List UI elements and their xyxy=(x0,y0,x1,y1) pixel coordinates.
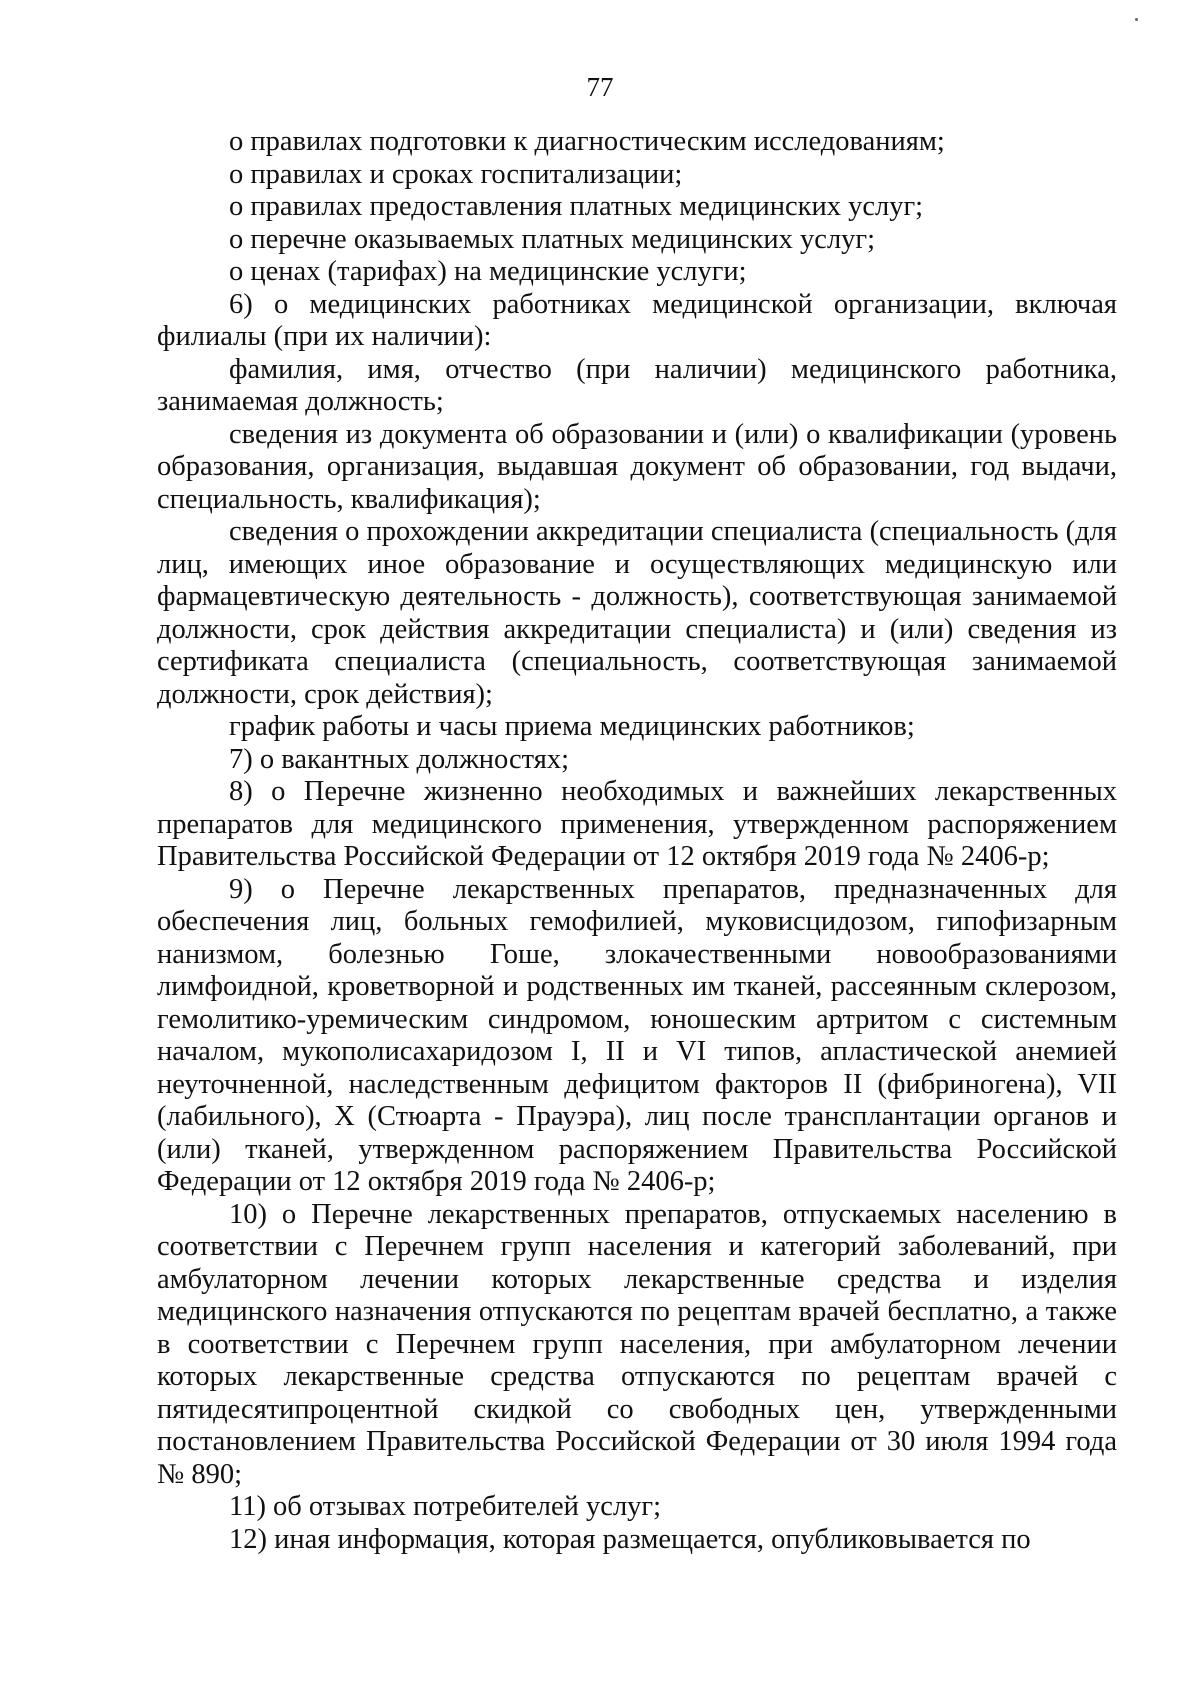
paragraph: о ценах (тарифах) на медицинские услуги; xyxy=(229,256,747,287)
paragraph: о правилах подготовки к диагностическим исследованиям; xyxy=(229,126,945,157)
paragraph: 6) о медицинских работниках медицинской организации, включая филиалы (при их наличии): xyxy=(157,288,1117,352)
paragraph: 11) об отзывах потребителей услуг; xyxy=(229,1491,662,1522)
paragraph: 10) о Перечне лекарственных препаратов, отпускаемых населению в соответствии с Перечнем групп населения и категорий заболеваний, при амбулаторном лечении которых лекарственные средства и изделия медицинского назначения отпускаются по рецептам врачей бесплатно, а также в соответствии с Перечнем групп населения, при амбулаторном лечении которых лекарственные средства отпускаются по рецептам врачей с пятидесятипроцентной скидкой со свободных цен, утвержденными постановлением Правительства Российской Федерации от 30 июля 1994 года № 890; xyxy=(157,1198,1117,1490)
page-number: 77 xyxy=(586,72,614,102)
paragraph: график работы и часы приема медицинских работников; xyxy=(229,711,915,742)
paragraph: о перечне оказываемых платных медицинских услуг; xyxy=(229,223,876,255)
scan-speck xyxy=(1135,18,1138,21)
document-body xyxy=(157,126,1117,1556)
paragraph: фамилия, имя, отчество (при наличии) медицинского работника, занимаемая должность; xyxy=(157,353,1117,417)
paragraph: 8) о Перечне жизненно необходимых и важнейших лекарственных препаратов для медицинского применения, утвержденном распоряжением Правительства Российской Федерации от 12 октября 2019 года № 2406-р; xyxy=(157,776,1117,872)
paragraph: о правилах и сроках госпитализации; xyxy=(229,158,683,190)
paragraph: о правилах предоставления платных медицинских услуг; xyxy=(229,191,924,222)
paragraph: 7) о вакантных должностях; xyxy=(229,743,570,775)
paragraph: 12) иная информация, которая размещается, опубликовывается по xyxy=(229,1523,1031,1555)
paragraph: 9) о Перечне лекарственных препаратов, предназначенных для обеспечения лиц, больных гемофилией, муковисцидозом, гипофизарным нанизмом, болезнью Гоше, злокачественными новообразованиями лимфоидной, кроветворной и родственных им тканей, рассеянным склерозом, гемолитико-уремическим синдромом, юношеским артритом с системным началом, мукополисахаридозом I, II и VI типов, апластической анемией неуточненной, наследственным дефицитом факторов II (фибриногена), VII (лабильного), X (Стюарта - Прауэра), лиц после трансплантации органов и (или) тканей, утвержденном распоряжением Правительства Российской Федерации от 12 октября 2019 года № 2406-р; xyxy=(157,873,1117,1197)
paragraph: сведения из документа об образовании и (или) о квалификации (уровень образования, организация, выдавшая документ об образовании, год выдачи, специальность, квалификация); xyxy=(157,418,1117,515)
paragraph: сведения о прохождении аккредитации специалиста (специальность (для лиц, имеющих иное образование и осуществляющих медицинскую или фармацевтическую деятельность - должность), соответствующая занимаемой должности, срок действия аккредитации специалиста) и (или) сведения из сертификата специалиста (специальность, соответствующая занимаемой должности, срок действия); xyxy=(157,516,1117,710)
